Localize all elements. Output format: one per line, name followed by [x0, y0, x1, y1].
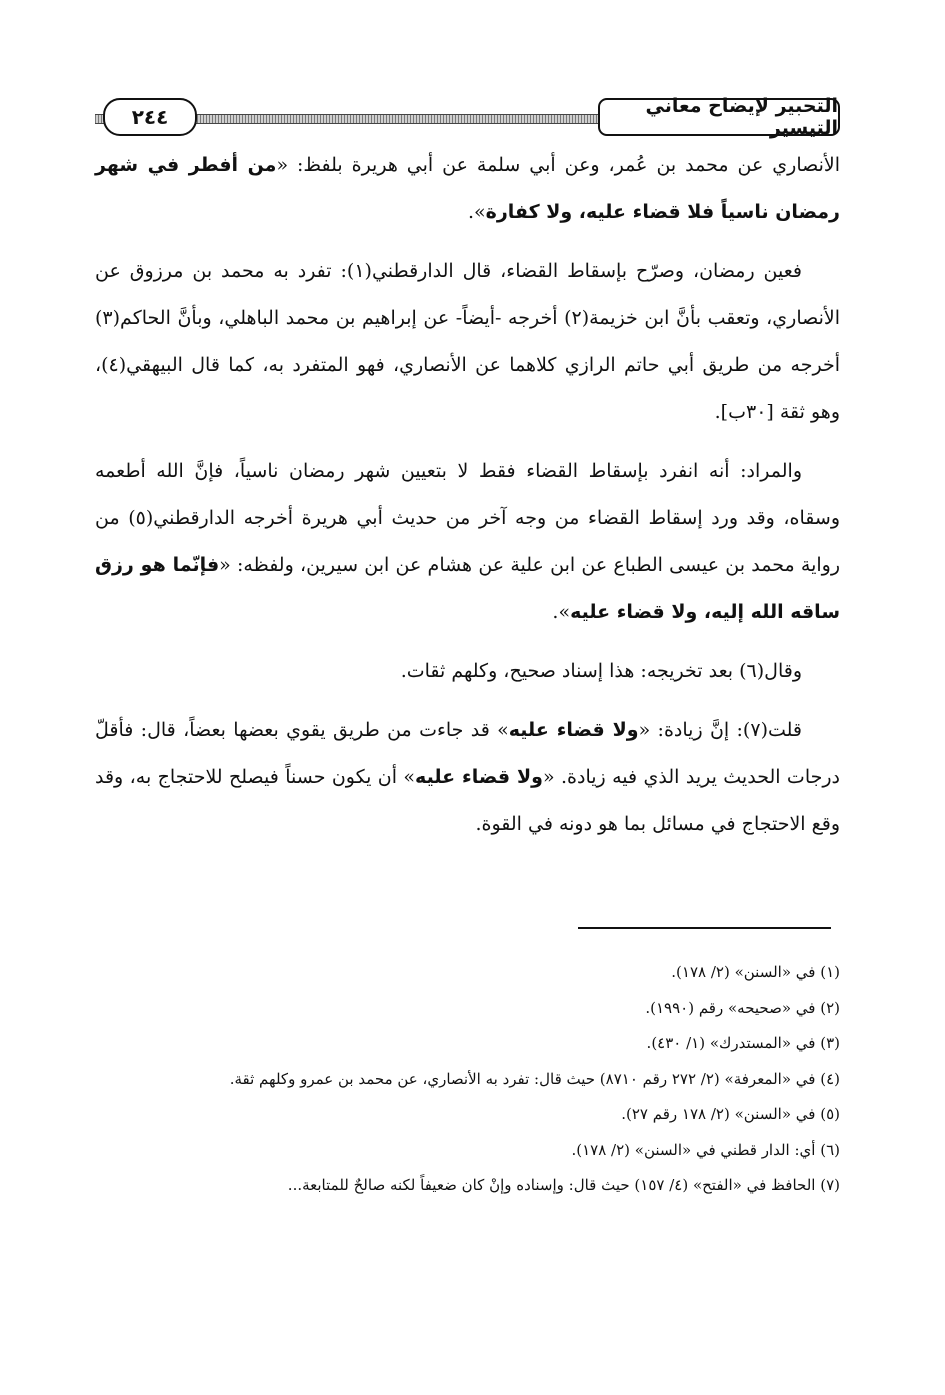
p3-text-2: ».	[552, 601, 571, 623]
footnote-6: (٦) أي: الدار قطني في «السنن» (٢/ ١٧٨).	[571, 1140, 840, 1159]
paragraph-1	[95, 142, 840, 236]
paragraph-3	[95, 448, 840, 636]
p5-quote-2: ولا قضاء عليه	[415, 766, 543, 788]
p5-quote-1: ولا قضاء عليه	[508, 719, 639, 741]
footnotes	[95, 955, 840, 1204]
p5-text-2: » قد جاءت من طريق يقوي بعضها بعضاً، قال: فأقلّ درجات الحديث يريد الذي فيه زيادة. «	[95, 719, 840, 788]
p3-hadith-quote: فإنّما هو رزق ساقه الله إليه، ولا قضاء عليه	[95, 554, 840, 623]
footnote-5: (٥) في «السنن» (٢/ ١٧٨ رقم ٢٧).	[621, 1105, 840, 1123]
footnote-separator	[578, 927, 831, 929]
paragraph-4: وقال(٦) بعد تخريجه: هذا إسناد صحيح، وكلهم ثقات.	[400, 660, 802, 682]
page-number: ٢٤٤	[131, 105, 169, 129]
footnote-2: (٢) في «صحيحه» رقم (١٩٩٠).	[645, 998, 840, 1017]
page-header	[95, 96, 840, 138]
footnote-4: (٤) في «المعرفة» (٢/ ٢٧٢ رقم ٨٧١٠) حيث قال: تفرد به الأنصاري، عن محمد بن عمرو وكلهم ثقة.	[229, 1069, 840, 1088]
footnote-1: (١) في «السنن» (٢/ ١٧٨).	[671, 963, 840, 981]
p1-hadith-quote: من أفطر في شهر رمضان ناسياً فلا قضاء عليه، ولا كفارة	[95, 154, 840, 223]
p3-text-1: والمراد: أنه انفرد بإسقاط القضاء فقط لا بتعيين شهر رمضان ناسياً، فإنَّ الله أطعمه وسقاه، وقد ورد إسقاط القضاء من وجه آخر من حديث أبي هريرة أخرجه الدارقطني(٥) من رواية محمد بن عيسى الطباع عن ابن علية عن هشام عن ابن سيرين، ولفظه: «	[95, 460, 841, 576]
book-title: التحبير لإيضاح معاني التيسير	[645, 95, 838, 139]
footnote-3: (٣) في «المستدرك» (١/ ٤٣٠).	[646, 1034, 840, 1052]
paragraph-2: فعين رمضان، وصرّح بإسقاط القضاء، قال الدارقطني(١): تفرد به محمد بن مرزوق عن الأنصاري، وتعقب بأنَّ ابن خزيمة(٢) أخرجه -أيضاً- عن إبراهيم بن محمد الباهلي، وبأنَّ الحاكم(٣) أخرجه من طريق أبي حاتم الرازي كلاهما عن الأنصاري، فهو المتفرد به، كما قال البيهقي(٤)، وهو ثقة [٣٠ب].	[95, 260, 840, 423]
p5-text-1: قلت(٧): إنَّ زيادة: «	[638, 719, 803, 741]
paragraph-5	[95, 707, 840, 848]
main-text	[95, 142, 840, 860]
page-number-box	[103, 98, 197, 136]
footnote-7: (٧) الحافظ في «الفتح» (٤/ ١٥٧) حيث قال: وإسناده وإنْ كان ضعيفاً لكنه صالحٌ للمتابعة...	[287, 1176, 840, 1194]
p1-text-2: ».	[467, 201, 486, 223]
p5-text-3: » أن يكون حسناً فيصلح للاحتجاج به، وقد وقع الاحتجاج في مسائل بما هو دونه في القوة.	[95, 766, 840, 835]
p1-text-1: الأنصاري عن محمد بن عُمر، وعن أبي سلمة عن أبي هريرة بلفظ: «	[276, 154, 840, 176]
book-title-box	[598, 95, 840, 139]
